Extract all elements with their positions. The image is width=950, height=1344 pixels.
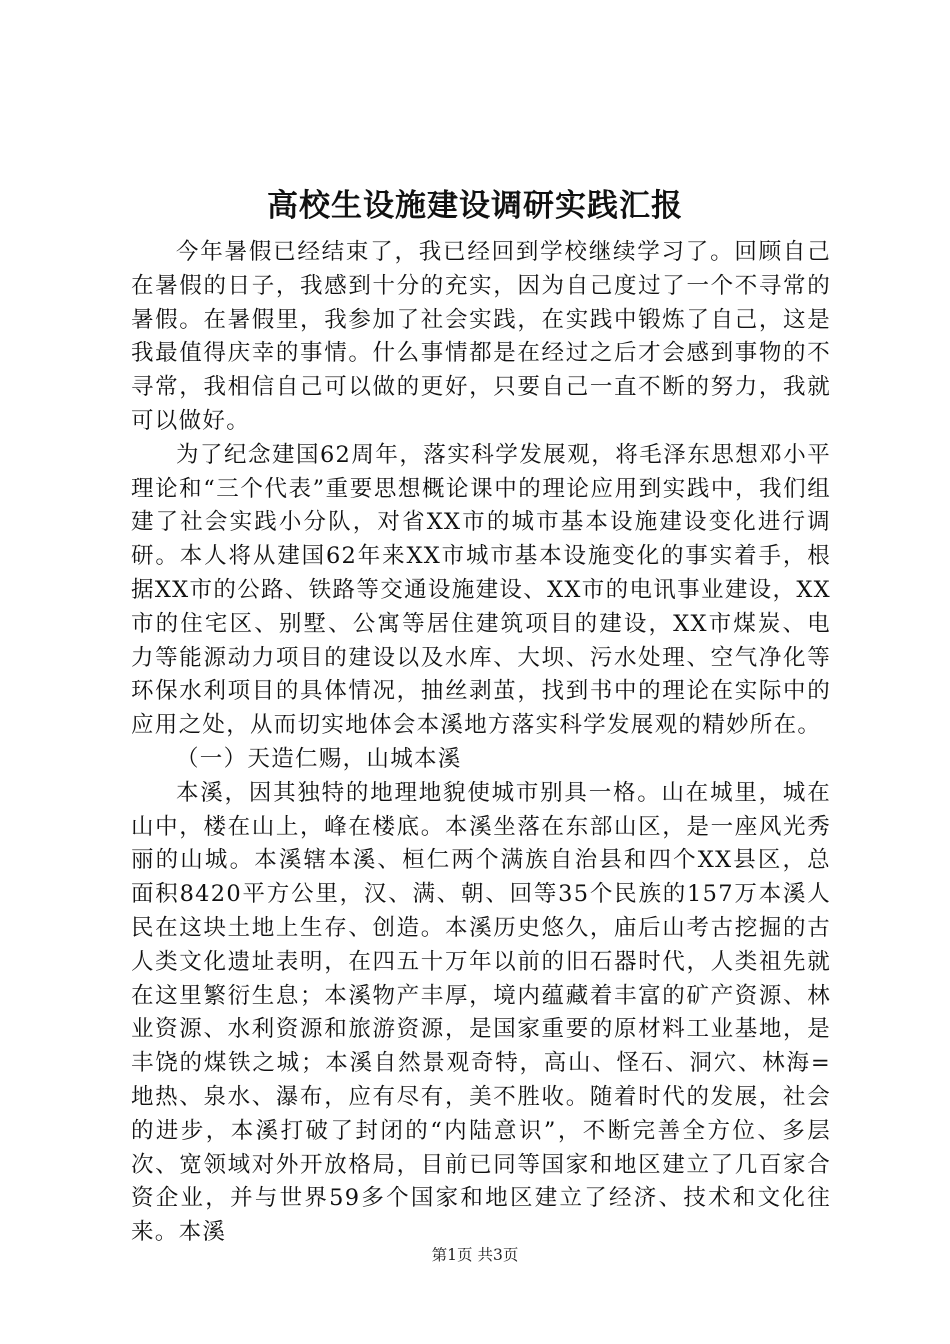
paragraph-purpose: 为了纪念建国62周年，落实科学发展观，将毛泽东思想邓小平理论和“三个代表”重要思想概论课中的理论应用到实践中，我们组建了社会实践小分队，对省XX市的城市基本设施建设变化进行调研。本人将从建国62年来XX市城市基本设施变化的事实着手，根据XX市的公路、铁路等交通设施建设、XX市的电讯事业建设，XX市的住宅区、别墅、公寓等居住建筑项目的建设，XX市煤炭、电力等能源动力项目的建设以及水库、大坝、污水处理、空气净化等环保水利项目的具体情况，抽丝剥茧，找到书中的理论在实际中的应用之处，从而切实地体会本溪地方落实科学发展观的精妙所在。 (131, 441, 831, 739)
document-title: 高校生设施建设调研实践汇报 (267, 188, 683, 224)
paragraph-benxi: 本溪，因其独特的地理地貌使城市别具一格。山在城里，城在山中，楼在山上，峰在楼底。本溪坐落在东部山区，是一座风光秀丽的山城。本溪辖本溪、桓仁两个满族自治县和四个XX县区，总面积8420平方公里，汉、满、朝、回等35个民族的157万本溪人民在这块土地上生存、创造。本溪历史悠久，庙后山考古挖掘的古人类文化遗址表明，在四五十万年以前的旧石器时代，人类祖先就在这里繁衍生息；本溪物产丰厚，境内蕴藏着丰富的矿产资源、林业资源、水利资源和旅游资源，是国家重要的原材料工业基地，是丰饶的煤铁之城；本溪自然景观奇特，高山、怪石、洞穴、林海=地热、泉水、瀑布，应有尽有，美不胜收。随着时代的发展，社会的进步，本溪打破了封闭的“内陆意识”，不断完善全方位、多层次、宽领域对外开放格局，目前已同等国家和地区建立了几百家合资企业，并与世界59多个国家和地区建立了经济、技术和文化往来。本溪 (131, 779, 831, 1246)
section-heading: （一）天造仁赐，山城本溪 (176, 745, 462, 772)
document-body (131, 236, 831, 1250)
paragraph-intro: 今年暑假已经结束了，我已经回到学校继续学习了。回顾自己在暑假的日子，我感到十分的充实，因为自己度过了一个不寻常的暑假。在暑假里，我参加了社会实践，在实践中锻炼了自己，这是我最值得庆幸的事情。什么事情都是在经过之后才会感到事物的不寻常，我相信自己可以做的更好，只要自己一直不断的努力，我就可以做好。 (131, 239, 831, 434)
page-number: 第1页 共3页 (431, 1246, 519, 1264)
